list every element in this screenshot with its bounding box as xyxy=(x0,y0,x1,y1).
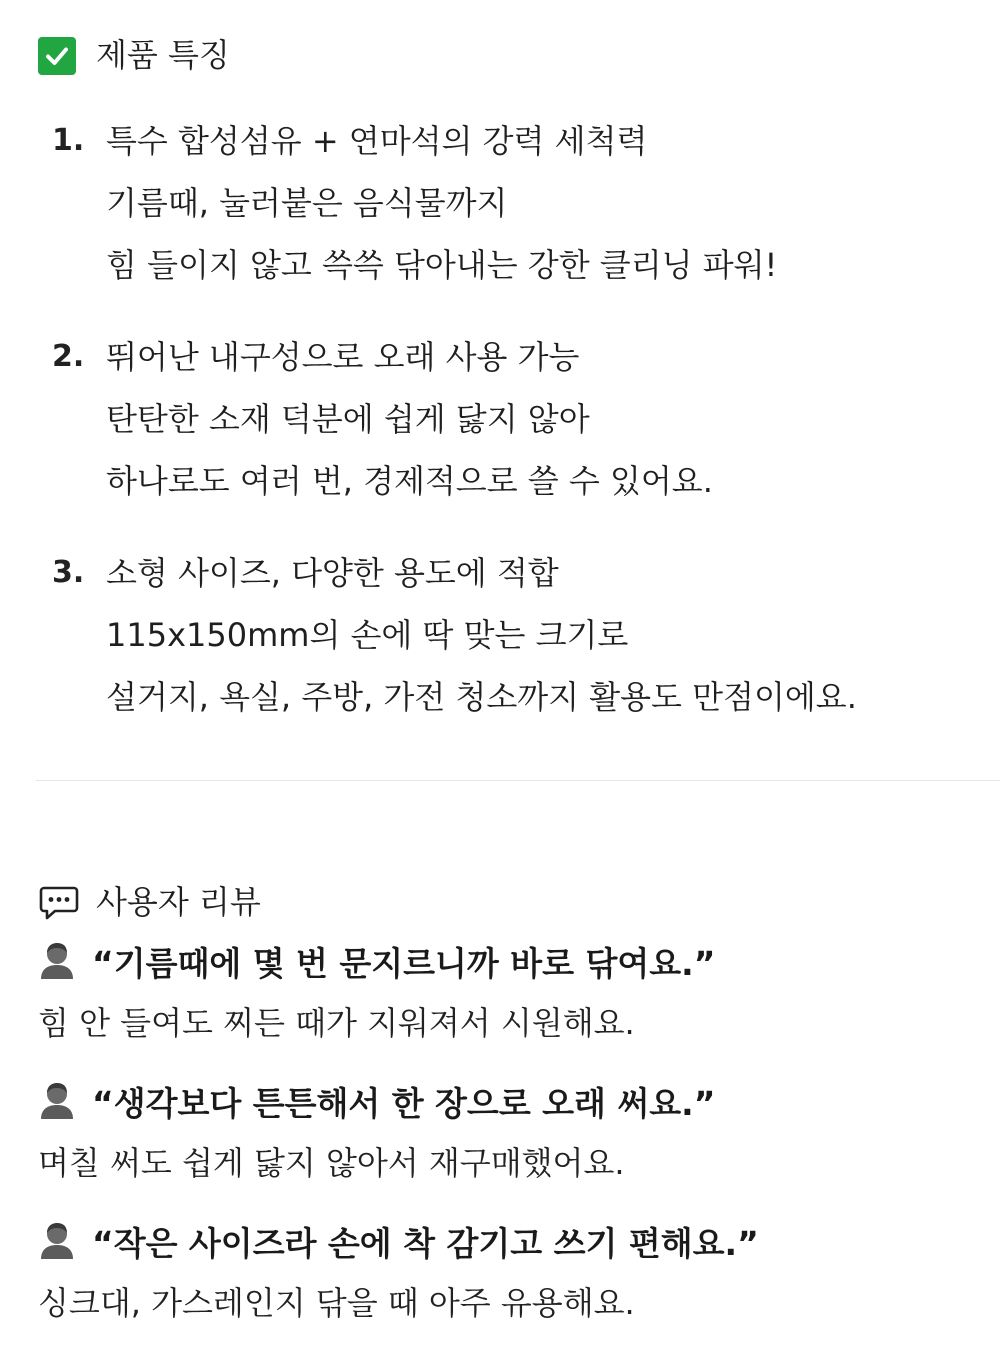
person-silhouette-icon xyxy=(38,1081,76,1121)
review-body: 힘 안 들여도 찌든 때가 지워져서 시원해요. xyxy=(38,1004,635,1042)
reviews-heading-text: 사용자 리뷰 xyxy=(96,883,261,921)
review-item-2 xyxy=(38,1069,988,1193)
review-quote-row xyxy=(38,1209,988,1273)
feature-title: 소형 사이즈, 다양한 용도에 적합 xyxy=(106,554,559,592)
feature-detail: 힘 들이지 않고 쓱쓱 닦아내는 강한 클리닝 파워! xyxy=(106,246,778,284)
check-mark-button-icon xyxy=(38,37,76,75)
reviews-section xyxy=(38,875,988,1349)
review-quote: “생각보다 튼튼해서 한 장으로 오래 써요.” xyxy=(92,1083,716,1123)
features-heading-text: 제품 특징 xyxy=(96,36,230,74)
review-quote: “기름때에 몇 번 문지르니까 바로 닦여요.” xyxy=(92,943,716,983)
feature-detail: 115x150mm의 손에 딱 맞는 크기로 xyxy=(106,616,629,654)
speech-bubble-icon xyxy=(38,881,80,923)
feature-number: 1. xyxy=(52,123,85,158)
feature-lines xyxy=(106,110,777,296)
review-quote: “작은 사이즈라 손에 착 감기고 쓰기 편해요.” xyxy=(92,1223,759,1263)
feature-detail: 탄탄한 소재 덕분에 쉽게 닳지 않아 xyxy=(106,400,590,438)
feature-detail: 기름때, 눌러붙은 음식물까지 xyxy=(106,184,508,222)
review-quote-row xyxy=(38,929,988,993)
feature-title: 특수 합성섬유 + 연마석의 강력 세척력 xyxy=(106,122,648,160)
reviews-heading xyxy=(38,875,988,929)
person-silhouette-icon xyxy=(38,941,76,981)
person-silhouette-icon xyxy=(38,1221,76,1261)
feature-lines xyxy=(106,542,857,728)
review-body: 싱크대, 가스레인지 닦을 때 아주 유용해요. xyxy=(38,1284,635,1322)
feature-list xyxy=(38,110,988,728)
feature-detail: 설거지, 욕실, 주방, 가전 청소까지 활용도 만점이에요. xyxy=(106,678,857,716)
feature-number: 2. xyxy=(52,339,85,374)
review-item-3 xyxy=(38,1209,988,1333)
feature-lines xyxy=(106,326,713,512)
feature-title: 뛰어난 내구성으로 오래 사용 가능 xyxy=(106,338,580,376)
feature-item-1 xyxy=(52,110,988,296)
features-heading xyxy=(38,30,988,80)
review-item-1 xyxy=(38,929,988,1053)
review-body: 며칠 써도 쉽게 닳지 않아서 재구매했어요. xyxy=(38,1144,625,1182)
review-quote-row xyxy=(38,1069,988,1133)
feature-item-3 xyxy=(52,542,988,728)
feature-item-2 xyxy=(52,326,988,512)
section-divider xyxy=(36,780,1000,781)
feature-number: 3. xyxy=(52,555,85,590)
feature-detail: 하나로도 여러 번, 경제적으로 쓸 수 있어요. xyxy=(106,462,713,500)
features-section xyxy=(38,30,988,758)
